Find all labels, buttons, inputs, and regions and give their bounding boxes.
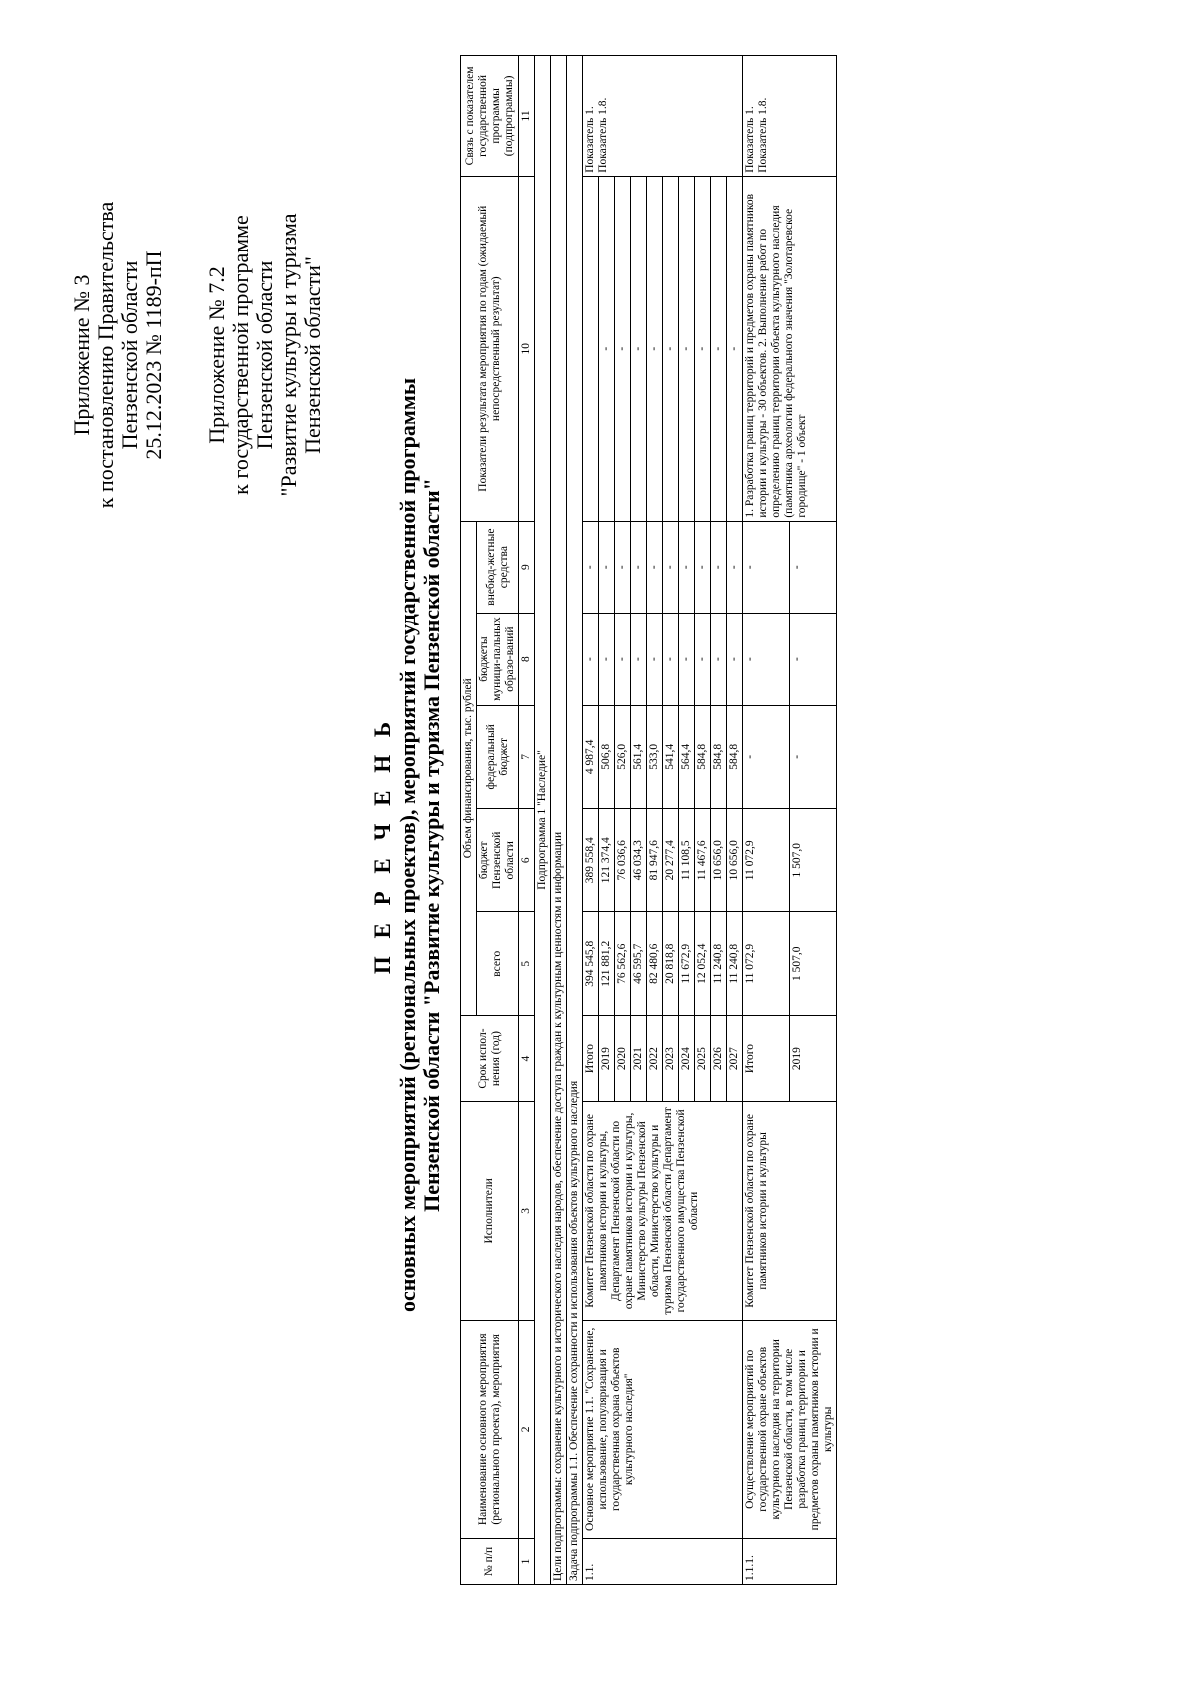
funding-cell-reg: 11 108,5 — [679, 809, 695, 912]
indicator-link: Показатель 1. Показатель 1.8. — [583, 56, 743, 177]
funding-cell-fed: 584,8 — [727, 705, 743, 808]
funding-cell-ext: - — [647, 521, 663, 613]
appendix-line: к государственной программе — [228, 215, 253, 495]
indicator-link: Показатель 1. Показатель 1.8. — [743, 56, 837, 177]
appendix-line: Приложение № 7.2 — [204, 266, 229, 444]
funding-cell-fed: 564,4 — [679, 705, 695, 808]
goal-row: Цели подпрограммы: сохранение культурного и исторического наследия народов, обеспечение доступа граждан к культурным ценностям и информации — [551, 56, 567, 1585]
funding-cell-y: 2027 — [727, 1015, 743, 1101]
funding-cell-reg: 20 277,4 — [663, 809, 679, 912]
funding-cell-reg: 11 467,6 — [695, 809, 711, 912]
funding-cell-reg: 46 034,3 — [631, 809, 647, 912]
funding-cell-total: 11 240,8 — [727, 912, 743, 1015]
row-number: 1.1. — [583, 1539, 743, 1585]
document-title — [370, 25, 444, 1665]
funding-cell-ext: - — [663, 521, 679, 613]
col-number: 6 — [519, 809, 535, 912]
funding-cell-total: 11 072,9 — [743, 912, 790, 1015]
funding-cell-fed: - — [743, 705, 790, 808]
funding-cell-fed: - — [790, 705, 837, 808]
funding-cell-total: 11 240,8 — [711, 912, 727, 1015]
measure-1-1-1 — [743, 56, 837, 1585]
funding-cell-total: 76 562,6 — [615, 912, 631, 1015]
measure-executors: Комитет Пензенской области по охране памятников истории и культуры — [743, 1102, 837, 1320]
task-row: Задача подпрограммы 1.1. Обеспечение сохранности и использования объектов культурного наследия — [567, 56, 583, 1585]
funding-cell-reg: 76 036,6 — [615, 809, 631, 912]
funding-cell-ext: - — [727, 521, 743, 613]
funding-cell-ext: - — [615, 521, 631, 613]
col-number: 10 — [519, 176, 535, 521]
funding-cell-mun: - — [727, 613, 743, 705]
funding-cell-total: 12 052,4 — [695, 912, 711, 1015]
funding-cell-y: 2019 — [790, 1015, 837, 1101]
header-municipal: бюджеты муници-пальных образо-ваний — [477, 613, 519, 705]
title-line: основных мероприятий (региональных проектов), мероприятий государственной программы — [395, 377, 420, 1313]
funding-cell-fed: 526,0 — [615, 705, 631, 808]
result-cell: - — [663, 176, 679, 521]
appendix-line: Приложение № 3 — [69, 274, 94, 436]
funding-cell-y: 2023 — [663, 1015, 679, 1101]
funding-cell-mun: - — [615, 613, 631, 705]
funding-cell-total: 46 595,7 — [631, 912, 647, 1015]
header-term: Срок испол-нения (год) — [461, 1015, 519, 1101]
col-number: 4 — [519, 1015, 535, 1101]
funding-cell-reg: 121 374,4 — [599, 809, 615, 912]
funding-cell-total: 20 818,8 — [663, 912, 679, 1015]
header-federal: федеральный бюджет — [477, 705, 519, 808]
funding-cell-mun: - — [647, 613, 663, 705]
funding-cell-reg: 389 558,4 — [583, 809, 599, 912]
funding-cell-fed: 533,0 — [647, 705, 663, 808]
result-cell: - — [727, 176, 743, 521]
col-number: 2 — [519, 1320, 535, 1538]
funding-cell-fed: 506,8 — [599, 705, 615, 808]
col-number: 11 — [519, 56, 535, 177]
col-number: 8 — [519, 613, 535, 705]
col-number: 5 — [519, 912, 535, 1015]
measures-table — [460, 55, 837, 1585]
funding-cell-y: Итого — [583, 1015, 599, 1101]
subprogram-row: Подпрограмма 1 "Наследие" — [535, 56, 551, 1585]
funding-cell-ext: - — [679, 521, 695, 613]
title-line: П Е Р Е Ч Е Н Ь — [370, 715, 395, 975]
funding-cell-total: 394 545,8 — [583, 912, 599, 1015]
funding-cell-reg: 1 507,0 — [790, 809, 837, 912]
funding-cell-mun: - — [790, 613, 837, 705]
header-name: Наименование основного мероприятия (регионального проекта), мероприятия — [461, 1320, 519, 1538]
title-line: Пензенской области "Развитие культуры и туризма Пензенской области" — [419, 478, 444, 1212]
header-extra: внебюд-жетные средства — [477, 521, 519, 613]
result-cell: - — [631, 176, 647, 521]
result-cell: 1. Разработка границ территорий и предметов охраны памятников истории и культуры - 30 объектов. 2. Выполнение работ по определению границ территории объекта культурного наследия (памятника археологии федерального значения "Золотаревское городище" - 1 объект — [743, 176, 837, 521]
measure-name: Основное мероприятие 1.1. "Сохранение, использование, популяризация и государственная охрана объектов культурного наследия" — [583, 1320, 743, 1538]
funding-cell-y: 2026 — [711, 1015, 727, 1101]
funding-cell-ext: - — [711, 521, 727, 613]
col-number: 3 — [519, 1102, 535, 1320]
funding-cell-mun: - — [663, 613, 679, 705]
appendix-line: к постановлению Правительства — [93, 201, 118, 509]
appendix-line: 25.12.2023 № 1189-пП — [141, 250, 166, 460]
result-cell: - — [615, 176, 631, 521]
funding-cell-fed: 541,4 — [663, 705, 679, 808]
funding-cell-reg: 10 656,0 — [711, 809, 727, 912]
funding-cell-y: 2020 — [615, 1015, 631, 1101]
funding-cell-ext: - — [790, 521, 837, 613]
funding-cell-ext: - — [743, 521, 790, 613]
funding-cell-y: 2019 — [599, 1015, 615, 1101]
col-number: 7 — [519, 705, 535, 808]
funding-cell-total: 11 672,9 — [679, 912, 695, 1015]
header-link: Связь с показателем государственной программы (подпрограммы) — [461, 56, 519, 177]
result-cell: - — [599, 176, 615, 521]
funding-cell-ext: - — [599, 521, 615, 613]
appendix-line: Пензенской области" — [300, 256, 325, 454]
appendix-line: Пензенской области — [252, 260, 277, 450]
funding-cell-total: 1 507,0 — [790, 912, 837, 1015]
result-cell: - — [695, 176, 711, 521]
appendix-header-program — [205, 135, 325, 575]
header-num: № п/п — [461, 1539, 519, 1585]
funding-cell-mun: - — [711, 613, 727, 705]
col-number: 1 — [519, 1539, 535, 1585]
funding-cell-y: 2021 — [631, 1015, 647, 1101]
funding-cell-y: Итого — [743, 1015, 790, 1101]
appendix-line: "Развитие культуры и туризма — [276, 213, 301, 497]
funding-cell-y: 2022 — [647, 1015, 663, 1101]
result-cell: - — [679, 176, 695, 521]
header-total: всего — [477, 912, 519, 1015]
result-cell — [583, 176, 599, 521]
funding-cell-mun: - — [679, 613, 695, 705]
row-number: 1.1.1. — [743, 1539, 837, 1585]
header-funding: Объем финансирования, тыс. рублей — [461, 521, 477, 1015]
column-numbers-row — [519, 56, 535, 1585]
funding-cell-fed: 584,8 — [695, 705, 711, 808]
col-number: 9 — [519, 521, 535, 613]
measure-name: Осуществление мероприятий по государственной охране объектов культурного наследия на территории Пензенской области, в том числе разработка границ территории и предметов охраны памятников истории и культуры — [743, 1320, 837, 1538]
document-sheet — [30, 25, 1170, 1665]
appendix-header-resolution — [70, 135, 166, 575]
header-regional: бюджет Пензенской области — [477, 809, 519, 912]
funding-row — [583, 56, 599, 1585]
funding-cell-fed: 4 987,4 — [583, 705, 599, 808]
funding-cell-fed: 561,4 — [631, 705, 647, 808]
header-executors: Исполнители — [461, 1102, 519, 1320]
funding-cell-reg: 10 656,0 — [727, 809, 743, 912]
measure-executors: Комитет Пензенской области по охране памятников истории и культуры, Департамент Пензенской области по охране памятников истории и культуры, Министерство культуры Пензенской области, Министерство культуры и туризма Пензенской области Департамент государственного имущества Пензенской области — [583, 1102, 743, 1320]
funding-cell-reg: 11 072,9 — [743, 809, 790, 912]
funding-cell-mun: - — [695, 613, 711, 705]
funding-cell-y: 2025 — [695, 1015, 711, 1101]
funding-cell-reg: 81 947,6 — [647, 809, 663, 912]
funding-cell-mun: - — [599, 613, 615, 705]
funding-cell-ext: - — [631, 521, 647, 613]
header-results: Показатели результата мероприятия по годам (ожидаемый непосредственный результат) — [461, 176, 519, 521]
appendix-line: Пензенской области — [117, 260, 142, 450]
funding-cell-total: 82 480,6 — [647, 912, 663, 1015]
funding-cell-fed: 584,8 — [711, 705, 727, 808]
funding-cell-total: 121 881,2 — [599, 912, 615, 1015]
result-cell: - — [711, 176, 727, 521]
funding-cell-mun: - — [583, 613, 599, 705]
funding-row — [743, 56, 790, 1585]
measure-1-1 — [583, 56, 743, 1585]
funding-cell-y: 2024 — [679, 1015, 695, 1101]
funding-cell-mun: - — [743, 613, 790, 705]
result-cell: - — [647, 176, 663, 521]
funding-cell-ext: - — [695, 521, 711, 613]
funding-cell-ext: - — [583, 521, 599, 613]
funding-cell-mun: - — [631, 613, 647, 705]
